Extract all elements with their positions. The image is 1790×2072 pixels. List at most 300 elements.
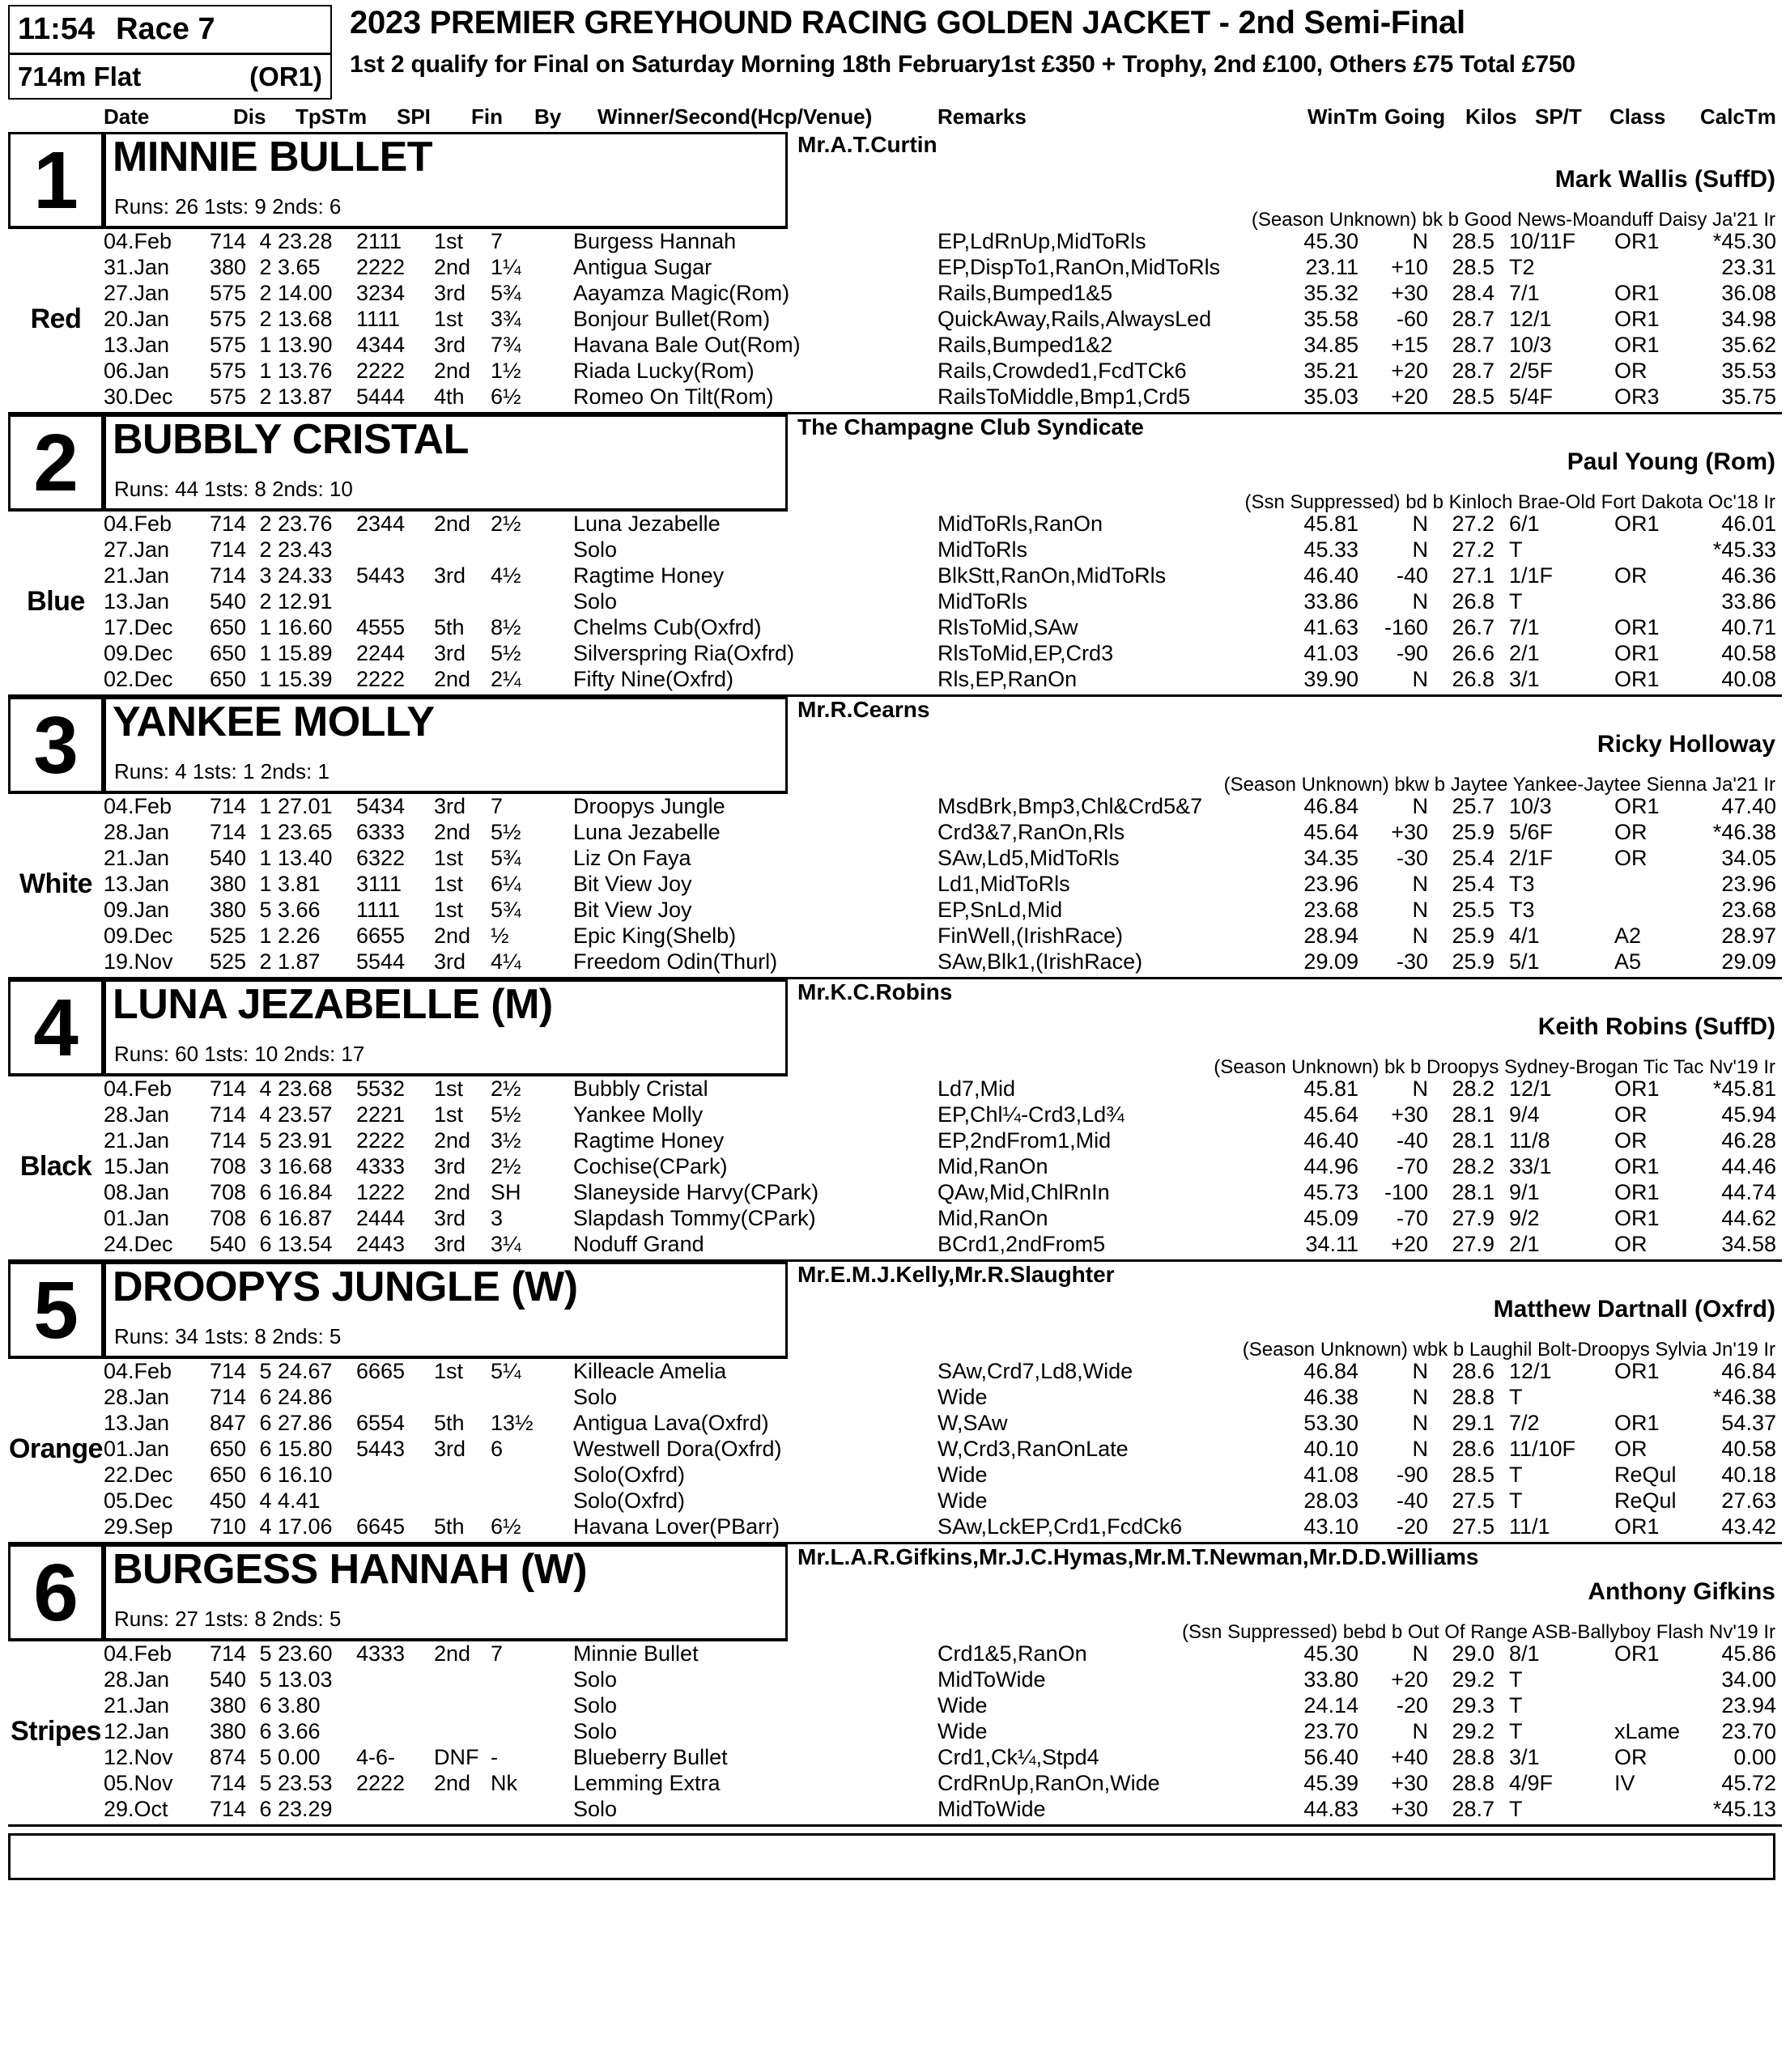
col-wintm: WinTm — [1307, 104, 1378, 129]
dog-name: LUNA JEZABELLE (M) — [113, 981, 553, 1028]
form-cell-date: 02.Dec — [104, 667, 173, 691]
form-cell-tp: 5 — [259, 1745, 272, 1769]
form-cell-tp: 2 — [259, 255, 272, 279]
form-cell-calc: *45.30 — [1712, 229, 1776, 253]
dog-form-body — [8, 229, 1782, 410]
form-cell-by: SH — [491, 1180, 521, 1204]
dog-name-box[interactable] — [104, 414, 788, 512]
form-cell-calc: 35.53 — [1721, 359, 1776, 383]
form-cell-class: A5 — [1614, 949, 1642, 974]
form-cell-spi: 6554 — [356, 1411, 406, 1435]
dog-name-box[interactable] — [104, 697, 788, 794]
form-cell-kilos: 26.8 — [1452, 589, 1495, 614]
dog-run-stats: Runs: 27 1sts: 8 2nds: 5 — [114, 1607, 342, 1631]
form-cell-calc: *46.38 — [1712, 1385, 1776, 1409]
form-cell-kilos: 28.1 — [1452, 1180, 1495, 1204]
form-cell-wintm: 44.83 — [1303, 1797, 1358, 1821]
form-cell-by: 5¾ — [491, 281, 521, 305]
form-cell-winner: Solo — [573, 1667, 618, 1692]
dog-form-body — [8, 1076, 1782, 1258]
form-cell-by: 2½ — [491, 512, 521, 536]
form-cell-going: +20 — [1391, 1232, 1428, 1256]
form-cell-remarks: MidToWide — [938, 1667, 1046, 1692]
form-cell-tp: 2 — [259, 307, 272, 331]
form-row[interactable] — [104, 1076, 1775, 1102]
dog-entry — [8, 1544, 1782, 1827]
form-cell-winner: Liz On Faya — [573, 846, 691, 870]
form-cell-date: 29.Oct — [104, 1797, 168, 1821]
dog-name: BURGESS HANNAH (W) — [113, 1546, 588, 1593]
form-cell-winner: Burgess Hannah — [573, 229, 737, 253]
dog-name: DROOPYS JUNGLE (W) — [113, 1263, 578, 1310]
form-cell-by: 5¾ — [491, 846, 521, 870]
race-header-left — [8, 5, 332, 100]
form-cell-spt: 2/1 — [1509, 641, 1540, 665]
dog-run-stats: Runs: 26 1sts: 9 2nds: 6 — [114, 194, 342, 219]
race-time: 11:54 — [18, 12, 96, 46]
form-cell-wintm: 28.03 — [1303, 1488, 1358, 1513]
form-cell-remarks: BCrd1,2ndFrom5 — [938, 1232, 1106, 1256]
form-cell-winner: Minnie Bullet — [573, 1641, 699, 1666]
form-cell-winner: Luna Jezabelle — [573, 512, 721, 536]
form-cell-spt: 10/3 — [1509, 794, 1552, 818]
form-cell-tp: 1 — [259, 359, 272, 383]
form-cell-going: N — [1412, 794, 1428, 818]
form-row[interactable] — [104, 1206, 1775, 1232]
form-cell-winner: Bit View Joy — [573, 872, 692, 896]
form-cell-dis: 525 — [209, 923, 246, 948]
form-lines — [104, 229, 1775, 410]
form-row[interactable] — [104, 923, 1775, 949]
form-cell-tp: 2 — [259, 949, 272, 974]
form-cell-wintm: 34.11 — [1305, 1232, 1358, 1256]
form-cell-by: 13½ — [491, 1411, 534, 1435]
form-row[interactable] — [104, 949, 1775, 975]
form-row[interactable] — [104, 229, 1775, 255]
form-row[interactable] — [104, 281, 1775, 307]
dog-name: MINNIE BULLET — [113, 134, 433, 180]
form-cell-kilos: 28.1 — [1452, 1128, 1495, 1153]
form-row[interactable] — [104, 512, 1775, 537]
form-cell-spt: 7/2 — [1509, 1411, 1540, 1435]
form-cell-dis: 708 — [209, 1154, 246, 1178]
trap-colour-label: Stripes — [11, 1716, 101, 1747]
form-cell-fin: 4th — [434, 384, 465, 409]
form-cell-spt: T3 — [1509, 872, 1535, 896]
form-cell-by: 6¼ — [491, 872, 521, 896]
form-cell-dis: 650 — [209, 1463, 246, 1487]
form-cell-date: 09.Dec — [104, 641, 173, 665]
form-cell-by: 7 — [491, 794, 504, 818]
form-cell-wintm: 34.35 — [1303, 846, 1358, 870]
dog-entry — [8, 1262, 1782, 1544]
form-row[interactable] — [104, 846, 1775, 872]
form-row[interactable] — [104, 307, 1775, 333]
form-cell-tp: 5 — [259, 1128, 272, 1153]
form-cell-spi: 1111 — [356, 898, 401, 922]
form-cell-going: N — [1412, 898, 1428, 922]
form-cell-fin: 3rd — [434, 281, 466, 305]
form-cell-remarks: Wide — [938, 1463, 988, 1487]
form-cell-winner: Fifty Nine(Oxfrd) — [573, 667, 734, 691]
form-cell-calc: 47.40 — [1721, 794, 1776, 818]
form-cell-class: OR — [1614, 1745, 1648, 1769]
form-cell-stm: 16.10 — [278, 1463, 333, 1487]
form-cell-date: 01.Jan — [104, 1206, 170, 1230]
form-row[interactable] — [104, 1641, 1775, 1667]
form-cell-winner: Solo — [573, 589, 618, 614]
form-cell-kilos: 28.1 — [1452, 1102, 1495, 1127]
form-cell-spt: T — [1509, 589, 1523, 614]
form-cell-dis: 380 — [209, 898, 246, 922]
form-cell-stm: 16.84 — [278, 1180, 333, 1204]
trap-number-box: 5 — [8, 1262, 104, 1359]
form-cell-by: - — [491, 1745, 498, 1769]
form-cell-by: 5¼ — [491, 1359, 521, 1383]
form-cell-spt: 9/4 — [1509, 1102, 1540, 1127]
form-cell-calc: 44.74 — [1721, 1180, 1776, 1204]
form-cell-date: 19.Nov — [104, 949, 173, 974]
form-cell-calc: 46.28 — [1721, 1128, 1776, 1153]
form-cell-date: 28.Jan — [104, 1385, 170, 1409]
form-cell-winner: Silverspring Ria(Oxfrd) — [573, 641, 795, 665]
form-cell-fin: 2nd — [434, 820, 471, 844]
form-cell-going: -90 — [1396, 641, 1428, 665]
form-cell-stm: 23.57 — [278, 1102, 333, 1127]
form-cell-spt: T — [1509, 1385, 1523, 1409]
form-cell-by: 6½ — [491, 1514, 521, 1539]
form-cell-wintm: 41.63 — [1303, 615, 1358, 639]
form-cell-date: 13.Jan — [104, 1411, 170, 1435]
form-cell-spt: 6/1 — [1509, 512, 1540, 536]
form-cell-stm: 0.00 — [278, 1745, 321, 1769]
form-cell-wintm: 23.70 — [1303, 1719, 1358, 1743]
form-cell-kilos: 28.7 — [1452, 359, 1495, 383]
form-cell-fin: 1st — [434, 1359, 464, 1383]
form-cell-dis: 714 — [209, 1102, 246, 1127]
form-cell-winner: Freedom Odin(Thurl) — [573, 949, 778, 974]
form-cell-dis: 540 — [209, 1232, 246, 1256]
form-cell-spi: 6645 — [356, 1514, 406, 1539]
form-cell-kilos: 25.9 — [1452, 949, 1495, 974]
form-cell-spt: 12/1 — [1509, 1359, 1552, 1383]
form-cell-stm: 13.68 — [278, 307, 333, 331]
form-cell-winner: Noduff Grand — [573, 1232, 704, 1256]
form-cell-dis: 380 — [209, 1719, 246, 1743]
dog-name-box[interactable] — [104, 979, 788, 1076]
form-cell-spt: 9/2 — [1509, 1206, 1540, 1230]
form-row[interactable] — [104, 667, 1775, 693]
form-row[interactable] — [104, 1359, 1775, 1385]
form-cell-dis: 575 — [209, 384, 246, 409]
form-cell-date: 05.Dec — [104, 1488, 173, 1513]
form-row[interactable] — [104, 359, 1775, 384]
form-cell-calc: *46.38 — [1712, 820, 1776, 844]
trap-colour-label: Orange — [8, 1433, 104, 1464]
form-row[interactable] — [104, 1128, 1775, 1154]
form-cell-kilos: 28.2 — [1452, 1076, 1495, 1101]
form-row[interactable] — [104, 255, 1775, 281]
form-cell-going: N — [1412, 1385, 1428, 1409]
form-row[interactable] — [104, 1693, 1775, 1719]
form-cell-kilos: 28.8 — [1452, 1771, 1495, 1795]
form-cell-spi: 1111 — [356, 307, 401, 331]
form-cell-remarks: SAw,Crd7,Ld8,Wide — [938, 1359, 1133, 1383]
form-cell-fin: 2nd — [434, 1771, 471, 1795]
form-cell-spi: 5444 — [356, 384, 406, 409]
form-cell-date: 20.Jan — [104, 307, 170, 331]
form-cell-spi: 1222 — [356, 1180, 406, 1204]
form-cell-going: N — [1412, 872, 1428, 896]
form-cell-spt: 33/1 — [1509, 1154, 1552, 1178]
form-cell-tp: 3 — [259, 1154, 272, 1178]
form-cell-tp: 6 — [259, 1385, 272, 1409]
form-cell-wintm: 23.11 — [1305, 255, 1358, 279]
form-cell-spi: 6333 — [356, 820, 406, 844]
form-cell-going: -40 — [1396, 563, 1428, 588]
form-row[interactable] — [104, 1463, 1775, 1488]
form-cell-remarks: Wide — [938, 1693, 988, 1717]
form-cell-tp: 4 — [259, 1488, 272, 1513]
dog-owner: Mr.L.A.R.Gifkins,Mr.J.C.Hymas,Mr.M.T.Newman,Mr.D.D.Williams — [797, 1544, 1479, 1569]
form-row[interactable] — [104, 1667, 1775, 1693]
form-cell-tp: 6 — [259, 1180, 272, 1204]
form-cell-stm: 23.60 — [278, 1641, 333, 1666]
form-cell-dis: 650 — [209, 1437, 246, 1461]
form-cell-date: 04.Feb — [104, 1359, 172, 1383]
dog-owner: Mr.A.T.Curtin — [797, 132, 938, 157]
form-cell-kilos: 25.4 — [1452, 846, 1495, 870]
col-class: Class — [1609, 104, 1666, 129]
form-cell-tp: 1 — [259, 923, 272, 948]
form-row[interactable] — [104, 898, 1775, 923]
form-row[interactable] — [104, 872, 1775, 898]
dog-breeding: (Ssn Suppressed) bd b Kinloch Brae-Old Fort Dakota Oc'18 Ir — [1244, 491, 1775, 513]
form-cell-stm: 12.91 — [278, 589, 333, 614]
form-cell-class: OR1 — [1614, 1206, 1660, 1230]
form-cell-fin: 3rd — [434, 333, 466, 357]
form-cell-winner: Solo — [573, 537, 618, 562]
form-row[interactable] — [104, 615, 1775, 641]
form-row[interactable] — [104, 1514, 1775, 1540]
form-cell-kilos: 29.2 — [1452, 1667, 1495, 1692]
form-cell-calc: 40.08 — [1721, 667, 1776, 691]
dog-trainer: Ricky Holloway — [1597, 731, 1775, 758]
form-cell-remarks: Wide — [938, 1385, 988, 1409]
form-cell-fin: 2nd — [434, 923, 471, 948]
form-cell-calc: 0.00 — [1733, 1745, 1776, 1769]
form-cell-spi: 5434 — [356, 794, 406, 818]
form-cell-class: ReQul — [1614, 1488, 1677, 1513]
form-cell-calc: 23.94 — [1721, 1693, 1776, 1717]
form-row[interactable] — [104, 1719, 1775, 1745]
form-cell-calc: 34.05 — [1721, 846, 1776, 870]
form-cell-calc: 46.01 — [1721, 512, 1776, 536]
form-cell-going: N — [1412, 667, 1428, 691]
form-cell-class: OR1 — [1614, 229, 1660, 253]
form-row[interactable] — [104, 1797, 1775, 1823]
form-cell-wintm: 35.21 — [1303, 359, 1358, 383]
form-cell-dis: 714 — [209, 1076, 246, 1101]
form-cell-tp: 3 — [259, 563, 272, 588]
form-cell-tp: 6 — [259, 1797, 272, 1821]
form-cell-class: OR1 — [1614, 307, 1660, 331]
form-cell-class: OR1 — [1614, 1641, 1660, 1666]
form-cell-stm: 23.53 — [278, 1771, 333, 1795]
form-cell-dis: 714 — [209, 794, 246, 818]
form-cell-stm: 24.67 — [278, 1359, 333, 1383]
dog-name-box[interactable] — [104, 1262, 788, 1359]
form-cell-stm: 1.87 — [278, 949, 321, 974]
form-cell-spt: T — [1509, 1488, 1523, 1513]
form-row[interactable] — [104, 1102, 1775, 1128]
form-cell-date: 04.Feb — [104, 794, 172, 818]
dog-run-stats: Runs: 4 1sts: 1 2nds: 1 — [114, 759, 330, 783]
form-cell-remarks: MidToWide — [938, 1797, 1046, 1821]
form-cell-class: IV — [1614, 1771, 1635, 1795]
form-row[interactable] — [104, 1232, 1775, 1258]
form-cell-going: +20 — [1391, 359, 1428, 383]
race-number: Race 7 — [116, 12, 215, 46]
form-row[interactable] — [104, 794, 1775, 820]
form-row[interactable] — [104, 641, 1775, 667]
form-cell-spi: 5532 — [356, 1076, 406, 1101]
form-cell-by: 3 — [491, 1206, 504, 1230]
form-cell-spi: 2244 — [356, 641, 406, 665]
form-cell-wintm: 44.96 — [1303, 1154, 1358, 1178]
form-cell-tp: 4 — [259, 229, 272, 253]
form-cell-stm: 13.76 — [278, 359, 333, 383]
form-cell-spt: T — [1509, 1667, 1523, 1692]
form-cell-spt: T — [1509, 537, 1523, 562]
form-cell-spt: 3/1 — [1509, 667, 1540, 691]
form-cell-stm: 23.91 — [278, 1128, 333, 1153]
form-cell-dis: 380 — [209, 872, 246, 896]
trap-number-box: 2 — [8, 414, 104, 512]
dog-owner: Mr.E.M.J.Kelly,Mr.R.Slaughter — [797, 1262, 1115, 1287]
form-cell-tp: 6 — [259, 1719, 272, 1743]
form-cell-stm: 27.86 — [278, 1411, 333, 1435]
form-cell-class: OR — [1614, 359, 1648, 383]
dog-name-box[interactable] — [104, 1544, 788, 1641]
form-cell-spi: 5443 — [356, 563, 406, 588]
form-cell-dis: 380 — [209, 1693, 246, 1717]
form-cell-going: N — [1412, 1641, 1428, 1666]
form-cell-wintm: 28.94 — [1303, 923, 1358, 948]
dog-name-box[interactable] — [104, 132, 788, 229]
form-row[interactable] — [104, 1745, 1775, 1771]
form-row[interactable] — [104, 1154, 1775, 1180]
form-row[interactable] — [104, 589, 1775, 615]
form-cell-dis: 714 — [209, 1128, 246, 1153]
form-row[interactable] — [104, 333, 1775, 359]
form-row[interactable] — [104, 1411, 1775, 1437]
form-cell-stm: 15.89 — [278, 641, 333, 665]
form-row[interactable] — [104, 1180, 1775, 1206]
form-cell-by: 2½ — [491, 1076, 521, 1101]
form-cell-calc: 23.96 — [1721, 872, 1776, 896]
form-cell-kilos: 27.1 — [1452, 563, 1495, 588]
dog-breeding: (Season Unknown) bk b Droopys Sydney-Brogan Tic Tac Nv'19 Ir — [1214, 1056, 1775, 1078]
form-cell-wintm: 45.73 — [1303, 1180, 1358, 1204]
form-cell-fin: 2nd — [434, 359, 471, 383]
form-cell-wintm: 45.81 — [1303, 1076, 1358, 1101]
form-row[interactable] — [104, 820, 1775, 846]
form-cell-fin: 2nd — [434, 1641, 471, 1666]
form-cell-remarks: MsdBrk,Bmp3,Chl&Crd5&7 — [938, 794, 1203, 818]
form-cell-fin: 5th — [434, 615, 465, 639]
form-cell-going: +20 — [1391, 1667, 1428, 1692]
col-by: By — [534, 104, 562, 129]
trap-colour-label: Black — [19, 1151, 92, 1182]
form-cell-going: -90 — [1396, 1463, 1428, 1487]
dog-header — [8, 979, 1782, 1076]
form-cell-calc: 36.08 — [1721, 281, 1776, 305]
form-cell-winner: Bit View Joy — [573, 898, 692, 922]
form-cell-remarks: Wide — [938, 1488, 988, 1513]
form-cell-fin: 2nd — [434, 1180, 471, 1204]
form-cell-wintm: 35.32 — [1303, 281, 1358, 305]
form-cell-going: N — [1412, 1076, 1428, 1101]
form-cell-class: OR — [1614, 1437, 1648, 1461]
form-cell-remarks: RlsToMid,SAw — [938, 615, 1078, 639]
form-cell-remarks: FinWell,(IrishRace) — [938, 923, 1124, 948]
dog-name: YANKEE MOLLY — [113, 698, 435, 745]
form-cell-remarks: Mid,RanOn — [938, 1154, 1048, 1178]
form-cell-by: 3¾ — [491, 307, 521, 331]
col-fin: Fin — [471, 104, 503, 129]
form-row[interactable] — [104, 1385, 1775, 1411]
form-cell-stm: 16.68 — [278, 1154, 333, 1178]
form-cell-remarks: EP,SnLd,Mid — [938, 898, 1063, 922]
form-cell-tp: 6 — [259, 1463, 272, 1487]
form-cell-stm: 24.86 — [278, 1385, 333, 1409]
col-date: Date — [104, 104, 150, 129]
form-row[interactable] — [104, 384, 1775, 410]
dog-entry — [8, 414, 1782, 697]
form-cell-tp: 5 — [259, 1771, 272, 1795]
form-row[interactable] — [104, 1771, 1775, 1797]
form-cell-date: 13.Jan — [104, 333, 170, 357]
dog-run-stats: Runs: 60 1sts: 10 2nds: 17 — [114, 1042, 365, 1066]
form-cell-class: OR — [1614, 846, 1648, 870]
form-cell-kilos: 26.6 — [1452, 641, 1495, 665]
form-cell-date: 28.Jan — [104, 1667, 170, 1692]
form-cell-spi: 6655 — [356, 923, 406, 948]
form-cell-dis: 540 — [209, 1667, 246, 1692]
form-row[interactable] — [104, 563, 1775, 589]
form-cell-class: OR1 — [1614, 641, 1660, 665]
form-cell-by: 8½ — [491, 615, 521, 639]
form-row[interactable] — [104, 537, 1775, 563]
dog-entry — [8, 697, 1782, 979]
form-cell-stm: 13.03 — [278, 1667, 333, 1692]
form-cell-dis: 714 — [209, 563, 246, 588]
form-row[interactable] — [104, 1488, 1775, 1514]
form-cell-spt: T — [1509, 1463, 1523, 1487]
form-cell-kilos: 26.8 — [1452, 667, 1495, 691]
form-row[interactable] — [104, 1437, 1775, 1463]
form-lines — [104, 1076, 1775, 1258]
form-cell-going: -20 — [1396, 1693, 1428, 1717]
form-cell-wintm: 35.58 — [1303, 307, 1358, 331]
form-cell-calc: 23.31 — [1721, 255, 1776, 279]
form-cell-winner: Solo(Oxfrd) — [573, 1463, 686, 1487]
form-cell-kilos: 28.8 — [1452, 1745, 1495, 1769]
form-cell-date: 21.Jan — [104, 1128, 170, 1153]
form-cell-dis: 714 — [209, 1359, 246, 1383]
form-cell-dis: 380 — [209, 255, 246, 279]
